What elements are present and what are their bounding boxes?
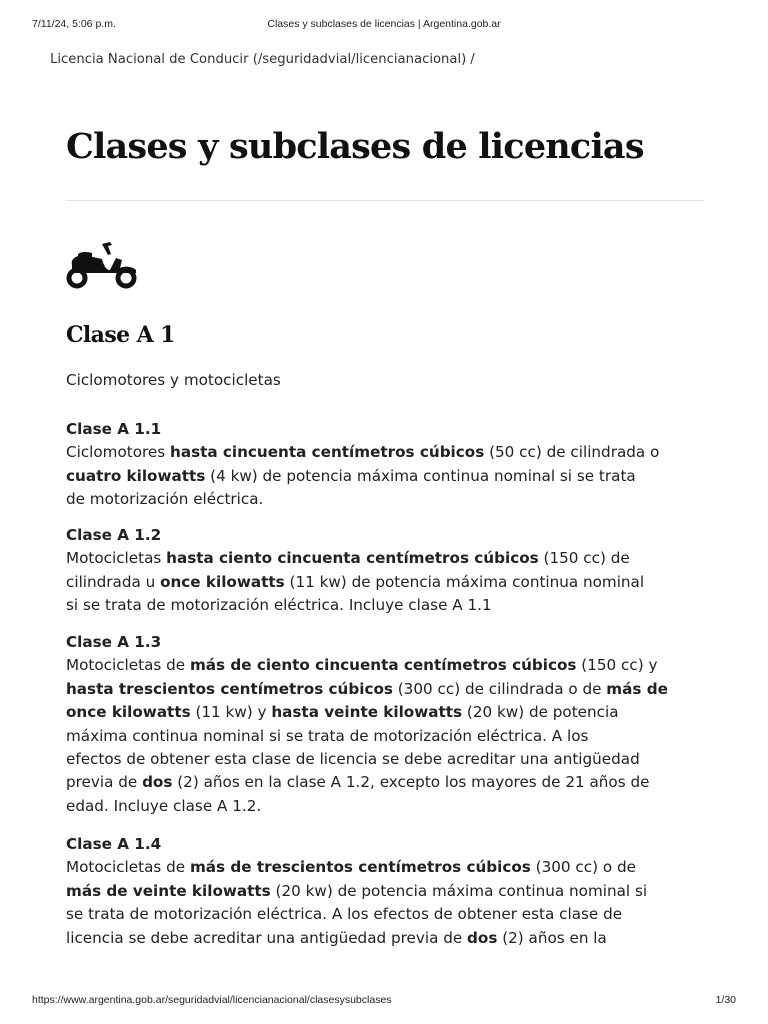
text-run: (4 kw) de potencia máxima continua nominal si se trata — [205, 466, 636, 485]
text-run: (11 kw) y — [190, 703, 272, 722]
text-line — [66, 880, 706, 903]
text-line — [66, 771, 706, 794]
text-run: máxima continua nominal si se trata de motorización eléctrica. A los — [66, 726, 589, 745]
subclass-title: Clase A 1.2 — [66, 526, 162, 544]
print-url: https://www.argentina.gob.ar/seguridadvial/licencianacional/clasesysubclases — [32, 994, 392, 1006]
text-line — [66, 654, 706, 677]
text-line — [66, 725, 706, 748]
breadcrumb — [50, 52, 730, 67]
text-run: cilindrada u — [66, 572, 161, 591]
class-heading: Clase A 1 — [66, 322, 175, 348]
bold-text: dos — [142, 773, 173, 792]
text-line — [66, 547, 706, 570]
text-run: previa de — [66, 773, 143, 792]
text-line — [66, 594, 706, 617]
text-run: (2) años en la — [497, 928, 607, 947]
divider — [66, 200, 704, 201]
bold-text: hasta ciento cincuenta centímetros cúbicos — [166, 549, 539, 568]
bold-text: cuatro kilowatts — [66, 466, 206, 485]
text-line — [66, 571, 706, 594]
bold-text: dos — [467, 928, 498, 947]
text-run: Ciclomotores — [66, 443, 171, 462]
bold-text: once kilowatts — [66, 703, 191, 722]
text-run: Motocicletas de — [66, 858, 190, 877]
text-line — [66, 441, 706, 464]
bold-text: hasta veinte kilowatts — [271, 703, 463, 722]
text-run: Motocicletas de — [66, 656, 190, 675]
subclass-title: Clase A 1.1 — [66, 420, 162, 438]
text-line — [66, 903, 706, 926]
subclass-title: Clase A 1.4 — [66, 835, 162, 853]
text-line — [66, 465, 706, 488]
text-run: licencia se debe acreditar una antigüedad previa de — [66, 928, 468, 947]
subclass-body — [66, 547, 706, 617]
page-number: 1/30 — [715, 994, 736, 1006]
text-line — [66, 701, 706, 724]
page-title: Clases y subclases de licencias — [66, 126, 644, 167]
bold-text: más de — [606, 679, 668, 698]
print-date: 7/11/24, 5:06 p.m. — [32, 18, 116, 30]
text-line — [66, 678, 706, 701]
text-run: (150 cc) y — [576, 656, 658, 675]
text-run: (300 cc) o de — [530, 858, 636, 877]
bold-text: hasta trescientos centímetros cúbicos — [66, 679, 393, 698]
subclass-body — [66, 856, 706, 950]
subclass-section — [66, 631, 706, 818]
text-line — [66, 488, 706, 511]
breadcrumb-separator: / — [470, 52, 475, 67]
class-description: Ciclomotores y motocicletas — [66, 371, 281, 389]
text-run: (50 cc) de cilindrada o — [484, 443, 660, 462]
breadcrumb-link[interactable]: Licencia Nacional de Conducir (/seguridadvial/licencianacional) — [50, 52, 467, 67]
text-run: (150 cc) de — [538, 549, 630, 568]
text-line — [66, 795, 706, 818]
print-footer — [32, 994, 736, 1008]
print-header — [32, 18, 736, 32]
subclass-body — [66, 441, 706, 511]
text-run: edad. Incluye clase A 1.2. — [66, 796, 262, 815]
motorcycle-icon — [64, 238, 140, 292]
text-line — [66, 748, 706, 771]
print-title: Clases y subclases de licencias | Argentina.gob.ar — [267, 18, 501, 30]
bold-text: once kilowatts — [160, 572, 285, 591]
bold-text: más de trescientos centímetros cúbicos — [189, 858, 531, 877]
text-run: (2) años en la clase A 1.2, excepto los mayores de 21 años de — [172, 773, 650, 792]
subclass-section — [66, 418, 706, 512]
text-run: (20 kw) de potencia máxima continua nominal si — [270, 881, 648, 900]
text-line — [66, 927, 706, 950]
text-run: (300 cc) de cilindrada o de — [392, 679, 607, 698]
text-run: se trata de motorización eléctrica. A los efectos de obtener esta clase de — [66, 905, 623, 924]
subclass-title: Clase A 1.3 — [66, 633, 162, 651]
subclass-section — [66, 833, 706, 950]
text-run: de motorización eléctrica. — [66, 490, 264, 509]
bold-text: más de veinte kilowatts — [66, 881, 271, 900]
text-run: si se trata de motorización eléctrica. Incluye clase A 1.1 — [66, 596, 492, 615]
subclass-section — [66, 524, 706, 618]
bold-text: hasta cincuenta centímetros cúbicos — [170, 443, 485, 462]
text-line — [66, 856, 706, 879]
text-run: (20 kw) de potencia — [462, 703, 619, 722]
text-run: Motocicletas — [66, 549, 167, 568]
subclass-body — [66, 654, 706, 818]
text-run: efectos de obtener esta clase de licencia se debe acreditar una antigüedad — [66, 750, 640, 769]
text-run: (11 kw) de potencia máxima continua nominal — [284, 572, 645, 591]
bold-text: más de ciento cincuenta centímetros cúbicos — [189, 656, 577, 675]
